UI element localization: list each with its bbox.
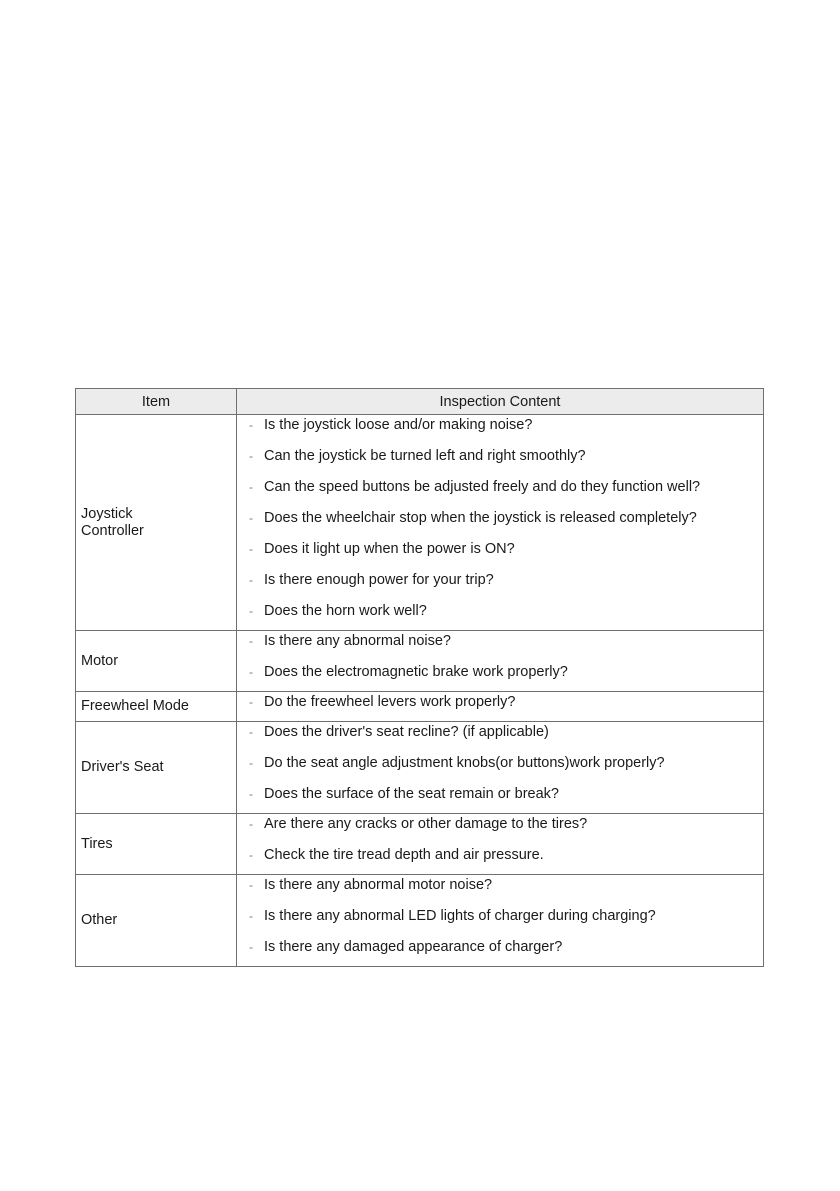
check-item	[237, 415, 763, 446]
check-text: Does the electromagnetic brake work properly?	[264, 664, 568, 680]
check-item	[237, 570, 763, 601]
check-item	[237, 784, 763, 813]
check-list	[237, 722, 763, 813]
bullet-dash: -	[249, 604, 253, 618]
check-text: Is there enough power for your trip?	[264, 572, 494, 588]
bullet-dash: -	[249, 634, 253, 648]
table-row	[76, 722, 764, 814]
check-text: Does the horn work well?	[264, 603, 427, 619]
check-item	[237, 508, 763, 539]
check-item	[237, 692, 763, 721]
table-header-row	[76, 389, 764, 415]
bullet-dash: -	[249, 665, 253, 679]
check-item	[237, 875, 763, 906]
inspection-content-cell	[237, 722, 764, 814]
check-text: Does the driver's seat recline? (if applicable)	[264, 724, 549, 740]
bullet-dash: -	[249, 940, 253, 954]
check-item	[237, 601, 763, 630]
check-text: Is there any abnormal LED lights of charger during charging?	[264, 908, 656, 924]
item-cell: Driver's Seat	[76, 722, 237, 814]
bullet-dash: -	[249, 817, 253, 831]
check-text: Is there any damaged appearance of charger?	[264, 939, 563, 955]
check-text: Do the seat angle adjustment knobs(or buttons)work properly?	[264, 755, 665, 771]
bullet-dash: -	[249, 848, 253, 862]
check-text: Is there any abnormal motor noise?	[264, 877, 493, 893]
check-list	[237, 631, 763, 691]
item-cell: Tires	[76, 814, 237, 875]
inspection-table-container	[75, 388, 763, 967]
bullet-dash: -	[249, 449, 253, 463]
check-text: Does the wheelchair stop when the joystick is released completely?	[264, 510, 697, 526]
bullet-dash: -	[249, 878, 253, 892]
bullet-dash: -	[249, 756, 253, 770]
bullet-dash: -	[249, 787, 253, 801]
bullet-dash: -	[249, 511, 253, 525]
item-cell: Freewheel Mode	[76, 692, 237, 722]
column-header-item: Item	[76, 389, 237, 415]
check-item	[237, 662, 763, 691]
table-row	[76, 814, 764, 875]
check-item	[237, 906, 763, 937]
check-text: Can the speed buttons be adjusted freely and do they function well?	[264, 479, 701, 495]
inspection-content-cell	[237, 814, 764, 875]
bullet-dash: -	[249, 418, 253, 432]
check-item	[237, 446, 763, 477]
check-item	[237, 845, 763, 874]
item-cell: Joystick Controller	[76, 415, 237, 631]
check-item	[237, 631, 763, 662]
inspection-content-cell	[237, 692, 764, 722]
check-item	[237, 539, 763, 570]
check-item	[237, 937, 763, 966]
check-text: Are there any cracks or other damage to the tires?	[264, 816, 588, 832]
inspection-content-cell	[237, 875, 764, 967]
bullet-dash: -	[249, 725, 253, 739]
inspection-content-cell	[237, 631, 764, 692]
table-row	[76, 692, 764, 722]
check-text: Is the joystick loose and/or making noise?	[264, 417, 533, 433]
check-list	[237, 814, 763, 874]
check-text: Check the tire tread depth and air pressure.	[264, 847, 544, 863]
check-list	[237, 415, 763, 630]
bullet-dash: -	[249, 695, 253, 709]
check-list	[237, 692, 763, 721]
check-text: Does it light up when the power is ON?	[264, 541, 515, 557]
inspection-table	[75, 388, 764, 967]
check-text: Does the surface of the seat remain or break?	[264, 786, 559, 802]
bullet-dash: -	[249, 542, 253, 556]
check-item	[237, 722, 763, 753]
check-text: Do the freewheel levers work properly?	[264, 694, 516, 710]
table-row	[76, 875, 764, 967]
check-text: Can the joystick be turned left and right smoothly?	[264, 448, 586, 464]
check-item	[237, 477, 763, 508]
item-cell: Other	[76, 875, 237, 967]
column-header-inspection-content: Inspection Content	[237, 389, 764, 415]
check-item	[237, 814, 763, 845]
item-cell: Motor	[76, 631, 237, 692]
bullet-dash: -	[249, 909, 253, 923]
inspection-content-cell	[237, 415, 764, 631]
bullet-dash: -	[249, 480, 253, 494]
bullet-dash: -	[249, 573, 253, 587]
check-text: Is there any abnormal noise?	[264, 633, 451, 649]
table-body	[76, 415, 764, 967]
check-item	[237, 753, 763, 784]
check-list	[237, 875, 763, 966]
table-row	[76, 415, 764, 631]
table-row	[76, 631, 764, 692]
